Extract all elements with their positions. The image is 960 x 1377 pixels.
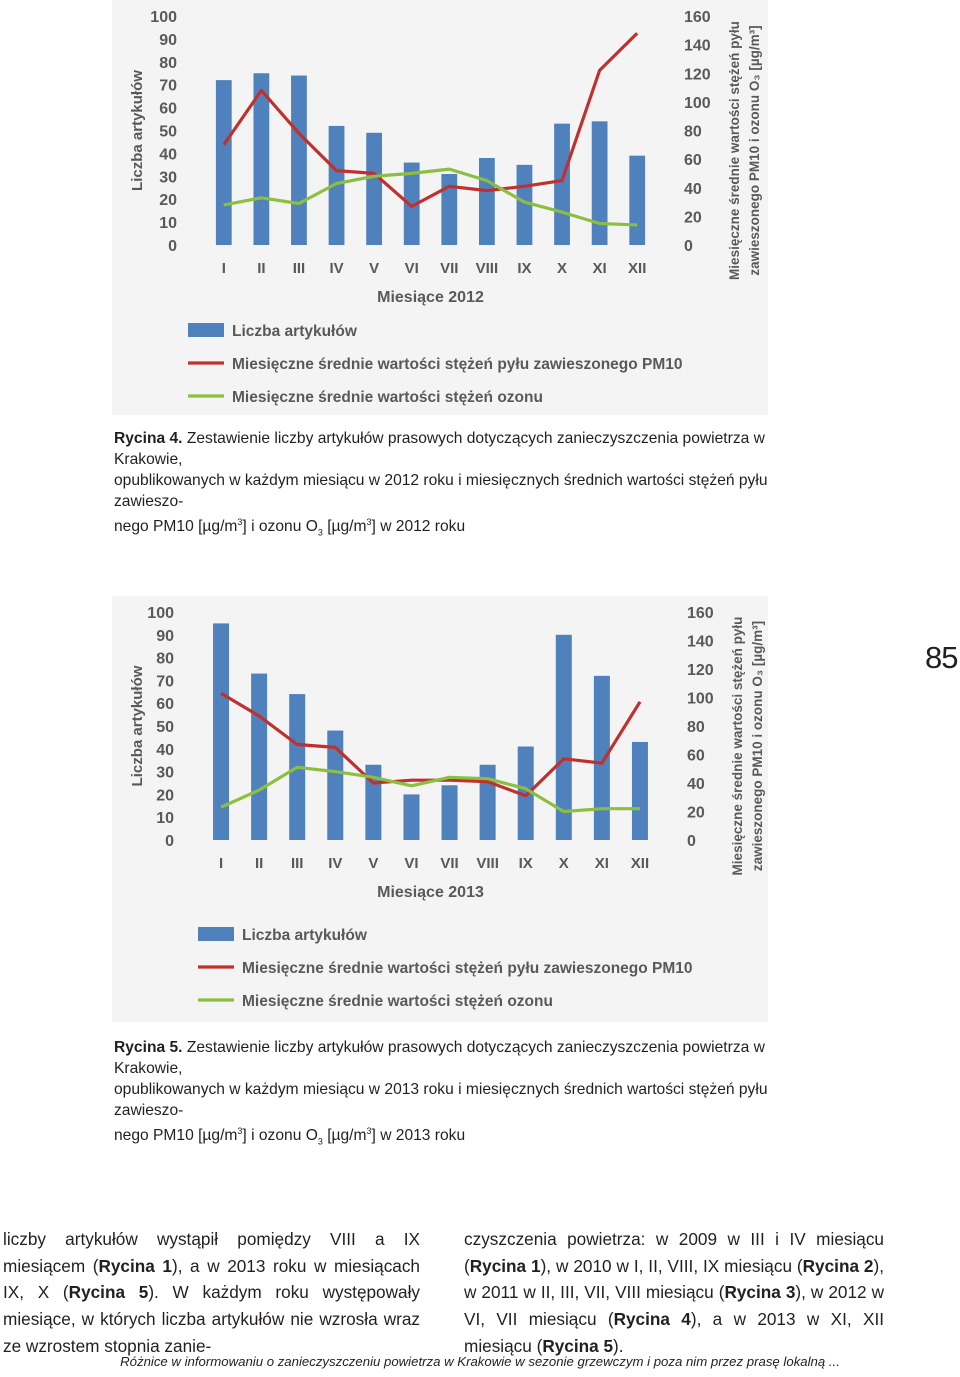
bar: [480, 765, 496, 840]
body-text: ), a w 2013 w XI, XII miesiącu (: [464, 1309, 884, 1356]
y-left-tick-label: 20: [156, 787, 174, 805]
y-right-tick-label: 20: [684, 209, 702, 227]
pm10-line: [224, 33, 637, 206]
x-tick-label: X: [558, 855, 569, 872]
y-left-tick-label: 70: [156, 673, 174, 691]
x-tick-label: XI: [594, 855, 609, 872]
x-tick-label: II: [257, 260, 266, 277]
y-left-tick-label: 20: [159, 192, 177, 210]
y-left-tick-label: 40: [159, 146, 177, 164]
body-text: ), w 2010 w I, II, VIII, IX miesiącu (: [540, 1255, 803, 1276]
bar: [632, 742, 648, 840]
caption-text: Zestawienie liczby artykułów prasowych dotyczących zanieczyszczenia powietrza w Krakowie,: [114, 430, 765, 468]
x-tick-label: VIII: [475, 260, 499, 277]
page-number: 85: [925, 640, 958, 675]
y-right-tick-label: 120: [684, 66, 711, 84]
caption-text: ] i ozonu O: [242, 1127, 318, 1145]
caption-text: ] w 2013 roku: [371, 1127, 466, 1145]
x-tick-label: XI: [592, 260, 607, 277]
chart-2013-svg: [112, 596, 768, 1022]
y-left-axis-title: Liczba artykułów: [129, 665, 146, 787]
legend-bars-label: Liczba artykułów: [242, 927, 367, 944]
y-left-tick-label: 60: [156, 696, 174, 714]
bar: [251, 674, 267, 840]
y-right-axis-title: zawieszonego PM10 i ozonu O₃ [µg/m³]: [750, 620, 765, 872]
x-tick-label: I: [218, 855, 224, 872]
y-right-tick-label: 160: [687, 605, 714, 622]
x-tick-label: XII: [630, 855, 650, 872]
body-text-right: [464, 1226, 884, 1360]
y-left-tick-label: 0: [165, 833, 174, 850]
caption-text: [µg/m: [322, 1127, 367, 1145]
figure-reference: Rycina 3: [724, 1282, 796, 1303]
y-left-tick-label: 80: [159, 54, 177, 72]
caption-sub: 3: [317, 1136, 323, 1147]
caption-sub: 3: [317, 527, 323, 538]
bar: [629, 156, 645, 245]
y-right-tick-label: 100: [684, 94, 711, 112]
body-text: ).: [613, 1335, 624, 1356]
x-tick-label: IV: [329, 260, 344, 277]
chart-2013: [112, 596, 768, 1022]
body-text: liczby artykułów wystąpił pomiędzy VIII a IX miesiącem (: [3, 1229, 420, 1276]
body-text: ), w 2011 w II, III, VII, VIII miesiącu (: [464, 1255, 884, 1303]
x-tick-label: IV: [328, 855, 343, 872]
y-left-tick-label: 10: [156, 810, 174, 828]
x-tick-label: X: [557, 260, 568, 277]
x-tick-label: VII: [440, 260, 459, 277]
y-left-tick-label: 90: [159, 31, 177, 49]
x-tick-label: V: [368, 855, 379, 872]
bar: [441, 174, 457, 245]
legend-pm10-label: Miesięczne średnie wartości stężeń pyłu zawieszonego PM10: [242, 960, 693, 977]
x-tick-label: V: [369, 260, 380, 277]
x-tick-label: VI: [404, 260, 419, 277]
y-left-tick-label: 0: [168, 238, 177, 255]
bar: [366, 133, 382, 245]
caption-text: ] i ozonu O: [242, 518, 318, 536]
y-left-tick-label: 80: [156, 650, 174, 668]
y-right-tick-label: 140: [687, 633, 714, 651]
ozone-line: [221, 767, 640, 811]
body-text-left: [3, 1226, 420, 1360]
caption-text: [µg/m: [322, 518, 367, 536]
x-tick-label: VI: [404, 855, 419, 872]
y-right-tick-label: 160: [684, 9, 711, 26]
legend-bars-label: Liczba artykułów: [232, 323, 357, 340]
body-text: ), w 2012 w VI, VII miesiącu (: [464, 1282, 884, 1330]
y-right-tick-label: 140: [684, 37, 711, 55]
figure-reference: Rycina 4: [613, 1309, 691, 1330]
y-right-tick-label: 100: [687, 690, 714, 708]
x-tick-label: II: [254, 855, 264, 872]
bar: [442, 785, 458, 840]
y-left-axis-title: Liczba artykułów: [129, 70, 146, 191]
bar: [291, 76, 307, 245]
figure-reference: Rycina 5: [68, 1282, 149, 1303]
y-left-tick-label: 90: [156, 627, 174, 645]
bar: [216, 80, 232, 245]
y-left-tick-label: 10: [159, 215, 177, 233]
y-right-tick-label: 0: [687, 833, 696, 850]
y-right-axis-title: Miesięczne średnie wartości stężeń pyłu: [727, 21, 742, 280]
figure-reference: Rycina 1: [469, 1255, 541, 1276]
x-tick-label: III: [290, 855, 304, 872]
x-tick-label: VIII: [476, 855, 499, 872]
caption-sup: 3: [237, 1126, 243, 1136]
legend-bars-swatch: [188, 323, 224, 337]
bar: [403, 794, 419, 840]
figure-caption-5: [114, 1037, 774, 1152]
y-right-tick-label: 40: [684, 180, 702, 198]
body-text: ). W każdym roku występowały miesiące, w których liczba artykułów nie wzrosła wraz ze wzrostem stopnia zanie-: [3, 1282, 420, 1356]
figure-reference: Rycina 2: [802, 1255, 874, 1276]
x-tick-label: IX: [517, 260, 532, 277]
legend-ozone-label: Miesięczne średnie wartości stężeń ozonu: [232, 389, 543, 406]
x-tick-label: I: [221, 260, 226, 277]
y-left-tick-label: 100: [147, 605, 174, 622]
figure-reference: Rycina 5: [542, 1335, 614, 1356]
caption-text: ] w 2012 roku: [371, 518, 466, 536]
body-text: czyszczenia powietrza: w 2009 w III i IV miesiącu (: [464, 1229, 884, 1276]
y-left-tick-label: 30: [159, 169, 177, 187]
caption-label: Rycina 4.: [114, 430, 183, 447]
figure-caption-4: [114, 428, 774, 543]
caption-text: nego PM10 [µg/m: [114, 1127, 238, 1145]
bar: [594, 676, 610, 840]
caption-text: opublikowanych w każdym miesiącu w 2013 roku i miesięcznych średnich wartości stężeń pyłu zawieszo-: [114, 1081, 768, 1119]
running-footer: Różnice w informowaniu o zanieczyszczeniu powietrza w Krakowie w sezonie grzewczym i poza nim przez prasę lokalną ...: [120, 1354, 840, 1369]
y-right-axis-title: Miesięczne średnie wartości stężeń pyłu: [730, 616, 745, 876]
body-text: ), a w 2013 roku w miesiącach IX, X (: [3, 1255, 420, 1303]
caption-sup: 3: [237, 517, 243, 527]
bar: [592, 121, 608, 245]
y-right-tick-label: 40: [687, 776, 705, 793]
caption-text: opublikowanych w każdym miesiącu w 2012 roku i miesięcznych średnich wartości stężeń pyłu zawieszo-: [114, 472, 768, 510]
y-left-tick-label: 60: [159, 100, 177, 118]
y-right-tick-label: 80: [687, 719, 705, 736]
legend-bars-swatch: [198, 927, 234, 941]
caption-text: Zestawienie liczby artykułów prasowych dotyczących zanieczyszczenia powietrza w Krakowie,: [114, 1039, 765, 1077]
legend-ozone-label: Miesięczne średnie wartości stężeń ozonu: [242, 993, 553, 1010]
caption-sup: 3: [366, 517, 372, 527]
bar: [479, 158, 495, 245]
legend-pm10-label: Miesięczne średnie wartości stężeń pyłu zawieszonego PM10: [232, 356, 683, 373]
y-left-tick-label: 70: [159, 77, 177, 95]
caption-text: nego PM10 [µg/m: [114, 518, 238, 536]
y-right-axis-title: zawieszonego PM10 i ozonu O₃ [µg/m³]: [747, 25, 762, 276]
y-right-tick-label: 120: [687, 662, 714, 679]
y-right-tick-label: 80: [684, 123, 702, 141]
y-right-tick-label: 60: [687, 747, 705, 765]
x-tick-label: IX: [518, 855, 533, 872]
y-right-tick-label: 60: [684, 152, 702, 170]
figure-reference: Rycina 1: [98, 1255, 172, 1276]
x-tick-label: VII: [440, 855, 459, 872]
y-left-tick-label: 100: [150, 9, 177, 26]
bar: [213, 623, 229, 840]
bar: [554, 124, 570, 245]
caption-sup: 3: [366, 1126, 372, 1136]
chart-2012: [112, 0, 768, 415]
x-tick-label: XII: [628, 260, 647, 277]
y-left-tick-label: 40: [156, 741, 174, 759]
x-axis-title: Miesiące 2012: [377, 289, 484, 306]
y-left-tick-label: 50: [159, 123, 177, 141]
x-axis-title: Miesiące 2013: [377, 884, 484, 901]
caption-label: Rycina 5.: [114, 1039, 183, 1056]
y-left-tick-label: 50: [156, 719, 174, 736]
chart-2012-svg: [112, 0, 768, 415]
x-tick-label: III: [292, 260, 306, 277]
y-left-tick-label: 30: [156, 764, 174, 782]
y-right-tick-label: 0: [684, 238, 693, 255]
y-right-tick-label: 20: [687, 804, 705, 822]
